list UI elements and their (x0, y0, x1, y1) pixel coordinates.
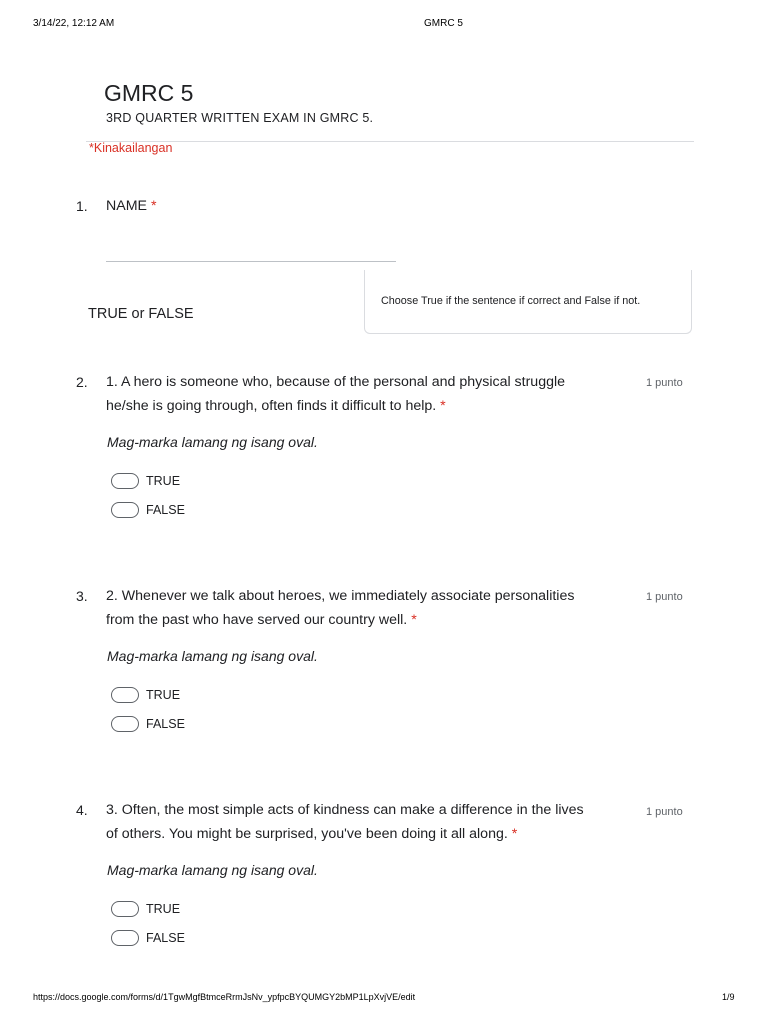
radio-oval[interactable] (111, 901, 139, 917)
question-line: 2. Whenever we talk about heroes, we immediately associate personalities (106, 588, 575, 604)
question-number: 2. (76, 374, 88, 390)
option-true[interactable] (111, 900, 180, 918)
option-label: TRUE (146, 474, 181, 488)
option-true[interactable] (111, 686, 180, 704)
question-line: from the past who have served our country well. (106, 612, 408, 628)
option-false[interactable] (111, 715, 185, 733)
question-points: 1 punto (646, 806, 683, 818)
question-hint: Mag-marka lamang ng isang oval. (107, 648, 318, 664)
section-description-card (364, 270, 692, 334)
option-label: FALSE (146, 717, 185, 731)
form-description: 3RD QUARTER WRITTEN EXAM IN GMRC 5. (106, 111, 374, 125)
question-text (106, 798, 636, 846)
section-title: TRUE or FALSE (88, 306, 194, 322)
print-url: https://docs.google.com/forms/d/1TgwMgfBtmceRrmJsNv_ypfpcBYQUMGY2bMP1LpXvjVE/edit (33, 992, 416, 1002)
question-name-label (106, 194, 636, 218)
question-hint: Mag-marka lamang ng isang oval. (107, 862, 318, 878)
name-answer-field[interactable] (106, 261, 396, 262)
option-false[interactable] (111, 501, 185, 519)
radio-oval[interactable] (111, 930, 139, 946)
question-number: 1. (76, 198, 88, 214)
question-text: NAME (106, 198, 147, 214)
required-asterisk: * (150, 198, 157, 214)
question-line: 3. Often, the most simple acts of kindness can make a difference in the lives (106, 802, 584, 818)
radio-oval[interactable] (111, 473, 139, 489)
question-number: 3. (76, 588, 88, 604)
radio-oval[interactable] (111, 687, 139, 703)
option-label: FALSE (146, 931, 185, 945)
print-doc-title: GMRC 5 (424, 18, 463, 29)
question-points: 1 punto (646, 591, 683, 603)
question-text (106, 584, 636, 632)
option-true[interactable] (111, 472, 180, 490)
section-description: Choose True if the sentence if correct and False if not. (381, 295, 641, 307)
required-asterisk: * (511, 826, 518, 842)
print-page-number: 1/9 (722, 992, 735, 1002)
question-number: 4. (76, 802, 88, 818)
question-points: 1 punto (646, 377, 683, 389)
header-divider (86, 141, 694, 142)
required-asterisk: * (440, 398, 446, 414)
radio-oval[interactable] (111, 716, 139, 732)
option-label: FALSE (146, 503, 185, 517)
option-label: TRUE (146, 902, 181, 916)
question-line: of others. You might be surprised, you've been doing it all along. (106, 826, 508, 842)
question-text (106, 370, 636, 418)
required-note: *Kinakailangan (89, 141, 173, 155)
form-title: GMRC 5 (104, 80, 194, 106)
option-label: TRUE (146, 688, 181, 702)
required-asterisk: * (411, 612, 417, 628)
question-line: he/she is going through, often finds it difficult to help. (106, 398, 437, 414)
radio-oval[interactable] (111, 502, 139, 518)
question-hint: Mag-marka lamang ng isang oval. (107, 434, 318, 450)
print-datetime: 3/14/22, 12:12 AM (33, 18, 115, 29)
question-line: 1. A hero is someone who, because of the personal and physical struggle (106, 374, 566, 390)
option-false[interactable] (111, 929, 185, 947)
